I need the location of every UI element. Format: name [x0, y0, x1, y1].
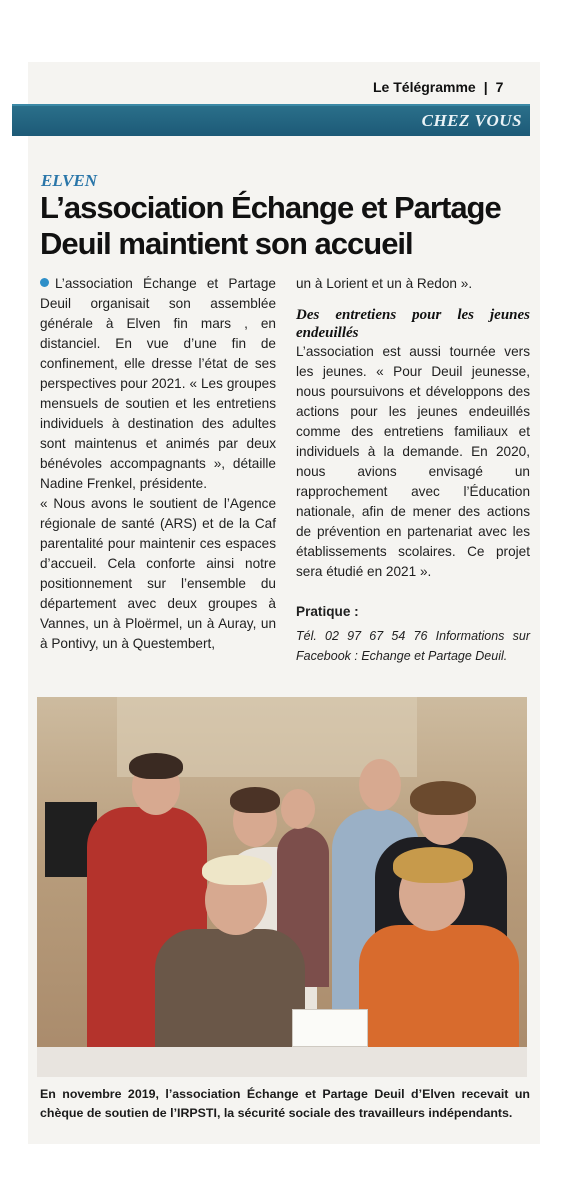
section-band — [12, 104, 530, 136]
masthead — [373, 79, 503, 95]
person-3-head — [281, 789, 315, 829]
article-column-2 — [296, 274, 530, 666]
person-7-hair — [393, 847, 473, 883]
cheque — [292, 1009, 368, 1047]
page-number: 7 — [495, 79, 504, 95]
paragraph-1 — [40, 274, 276, 494]
article-subhead: Des entretiens pour les jeunes endeuillés — [296, 307, 530, 341]
article-photo — [37, 697, 527, 1077]
photo-caption: En novembre 2019, l’association Échange et Partage Deuil d’Elven recevait un chèque de soutien de l’IRPSTI, la sécurité sociale des travailleurs indépendants. — [40, 1087, 530, 1120]
table — [37, 1047, 527, 1077]
section-label: CHEZ VOUS — [421, 111, 522, 130]
article-kicker: ELVEN — [41, 171, 98, 190]
pratique-info: Tél. 02 97 67 54 76 Informations sur Facebook : Echange et Partage Deuil. — [296, 629, 530, 663]
paragraph-2: « Nous avons le soutient de l’Agence régionale de santé (ARS) et de la Caf parentalité pour maintenir ces espaces d’accueil. Cela conforte ainsi notre positionnement sur l’ensemble du département avec deux groupes à Vannes, un à Ploërmel, un à Auray, un à Pontivy, un à Questembert, — [40, 496, 276, 651]
paragraph-3: un à Lorient et un à Redon ». — [296, 276, 473, 291]
person-5-hair — [410, 781, 476, 815]
masthead-separator: | — [483, 79, 488, 95]
person-1-hair — [129, 753, 183, 779]
bullet-icon — [40, 278, 49, 287]
article-column-1 — [40, 274, 276, 654]
paragraph-1-text: L’association Échange et Partage Deuil organisait son assemblée générale à Elven fin mars , en distanciel. En vue d’une fin de confinement, elle dresse l’état de ses perspectives pour 2021. « Les groupes mensuels de soutien et les entretiens individuels à destination des adultes sont maintenus et animés par deux bénévoles accompagnants », détaille Nadine Frenkel, présidente. — [40, 276, 276, 491]
person-4-head — [359, 759, 401, 811]
paragraph-4: L’association est aussi tournée vers les jeunes. « Pour Deuil jeunesse, nous poursuivons et développons des actions pour les jeunes endeuillés comme des entretiens familiaux et individuels à la demande. En 2020, nous avions envisagé un rapprochement avec l’Éducation nationale, afin de mener des actions de prévention en partenariat avec les établissements scolaires. Ce projet sera étudié en 2021 ». — [296, 344, 530, 579]
newspaper-name: Le Télégramme — [373, 79, 476, 95]
person-2-hair — [230, 787, 280, 813]
pratique-title: Pratique : — [296, 604, 359, 619]
person-6-hair — [202, 855, 272, 885]
article-headline: L’association Échange et Partage Deuil maintient son accueil — [40, 190, 501, 261]
